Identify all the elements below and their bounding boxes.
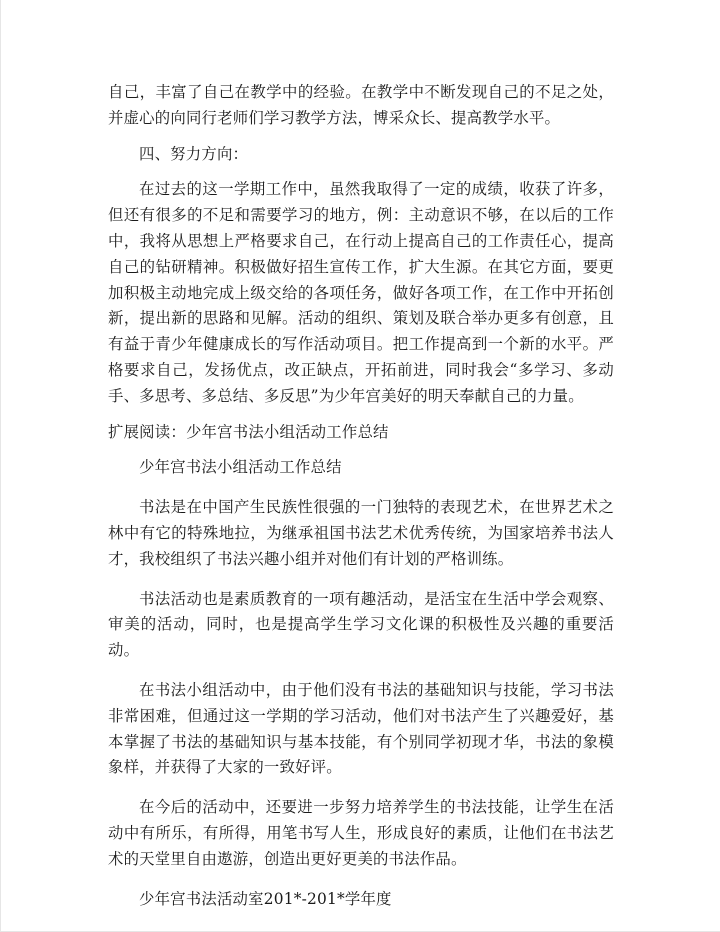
paragraph-activity: 书法活动也是素质教育的一项有趣活动，是活宝在生活中学会观察、审美的活动，同时，也是提高学生学习文化课的积极性及兴趣的重要活动。	[108, 589, 614, 660]
signature-line: 少年宫书法活动室201*-201*学年度	[139, 889, 392, 908]
paragraph-intro: 书法是在中国产生民族性很强的一门独特的表现艺术，在世界艺术之林中有它的特殊地拉，为继承祖国书法艺术优秀传统，为国家培养书法人才，我校组织了书法兴趣小组并对他们有计划的严格训练。	[108, 498, 614, 568]
paragraph-direction: 在过去的这一学期工作中，虽然我取得了一定的成绩，收获了许多，但还有很多的不足和需要学习的地方，例：主动意识不够，在以后的工作中，我将从思想上严格要求自己，在行动上提高自己的工作责任心，提高自己的钻研精神。积极做好招生宣传工作，扩大生源。在其它方面，要更加积极主动地完成上级交给的各项任务，做好各项工作，在工作中开拓创新，提出新的思路和见解。活动的组织、策划及联合举办更多有创意，且有益于青少年健康成长的写作活动项目。把工作提高到一个新的水平。严格要求自己，发扬优点，改正缺点，开拓前进，同时我会“多学习、多动手、多思考、多总结、多反思”为少年宫美好的明天奉献自己的力量。	[108, 180, 614, 405]
extended-reading-heading: 扩展阅读：少年宫书法小组活动工作总结	[108, 422, 389, 441]
paragraph-continuation: 自己，丰富了自己在教学中的经验。在教学中不断发现自己的不足之处，并虚心的向同行老师们学习教学方法，博采众长、提高教学水平。	[108, 83, 614, 127]
paragraph-progress: 在书法小组活动中，由于他们没有书法的基础知识与技能，学习书法非常困难，但通过这一学期的学习活动，他们对书法产生了兴趣爱好，基本掌握了书法的基础知识与基本技能，有个别同学初现才华，书法的象模象样，并获得了大家的一致好评。	[108, 680, 614, 777]
article-title: 少年宫书法小组活动工作总结	[139, 458, 342, 477]
document-body	[108, 80, 614, 912]
paragraph-future: 在今后的活动中，还要进一步努力培养学生的书法技能，让学生在活动中有所乐，有所得，用笔书写人生，形成良好的素质，让他们在书法艺术的天堂里自由遨游，创造出更好更美的书法作品。	[108, 798, 614, 868]
section-heading-direction: 四、努力方向：	[139, 144, 249, 163]
